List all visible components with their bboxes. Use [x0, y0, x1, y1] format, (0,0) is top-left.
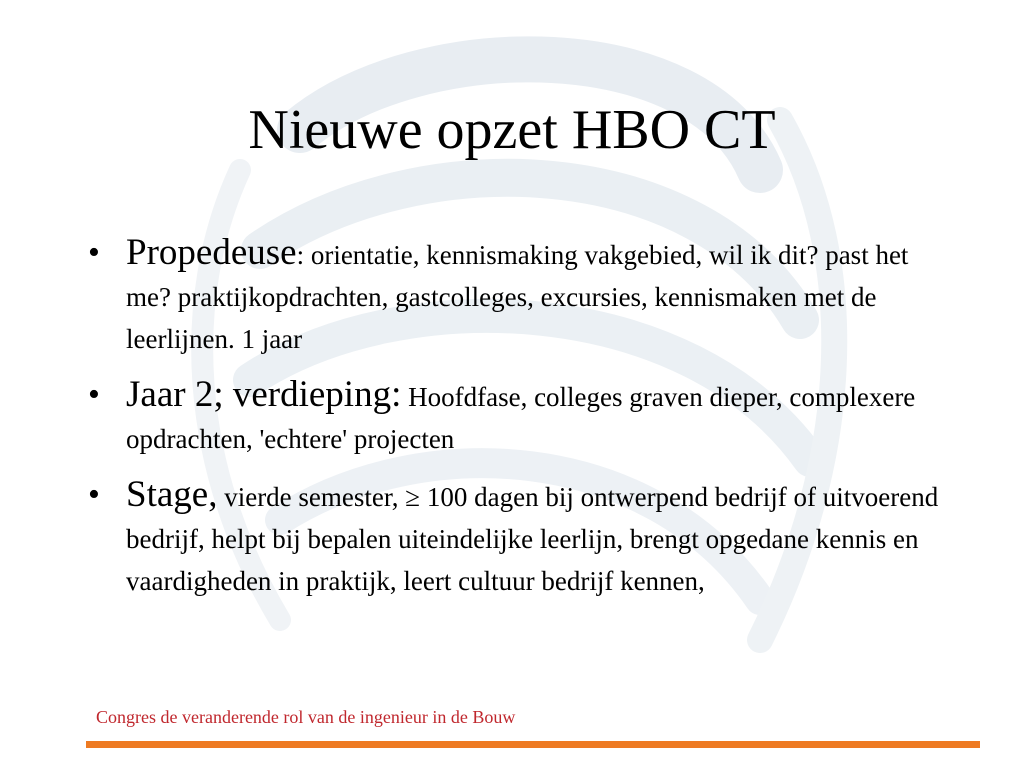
bullet-text: vierde semester, ≥ 100 dagen bij ontwerpend bedrijf of uitvoerend bedrijf, helpt bij bepalen uiteindelijke leerlijn, brengt opgedane kennis en vaardigheden in praktijk, leert cultuur bedrijf kennen, — [126, 482, 939, 596]
bullet-marker: • — [88, 234, 100, 271]
footer-text: Congres de veranderende rol van de ingenieur in de Bouw — [96, 707, 516, 727]
footer-divider — [86, 741, 980, 748]
bullet-marker: • — [88, 476, 100, 513]
bullet-text: Hoofdfase, colleges graven dieper, complexere opdrachten, 'echtere' projecten — [126, 382, 916, 454]
bullet-list — [88, 232, 948, 616]
bullet-item — [88, 474, 948, 602]
bullet-lead: Jaar 2; verdieping: — [126, 374, 402, 415]
bullet-marker: • — [88, 376, 100, 413]
bullet-lead: Stage, — [126, 474, 218, 515]
bullet-text: : orientatie, kennismaking vakgebied, wil ik dit? past het me? praktijkopdrachten, gastcolleges, excursies, kennismaken met de leerlijnen. 1 jaar — [126, 240, 909, 354]
slide-title: Nieuwe opzet HBO CT — [248, 99, 776, 161]
bullet-item — [88, 232, 948, 360]
bullet-item — [88, 374, 948, 460]
bullet-lead: Propedeuse — [126, 232, 297, 273]
